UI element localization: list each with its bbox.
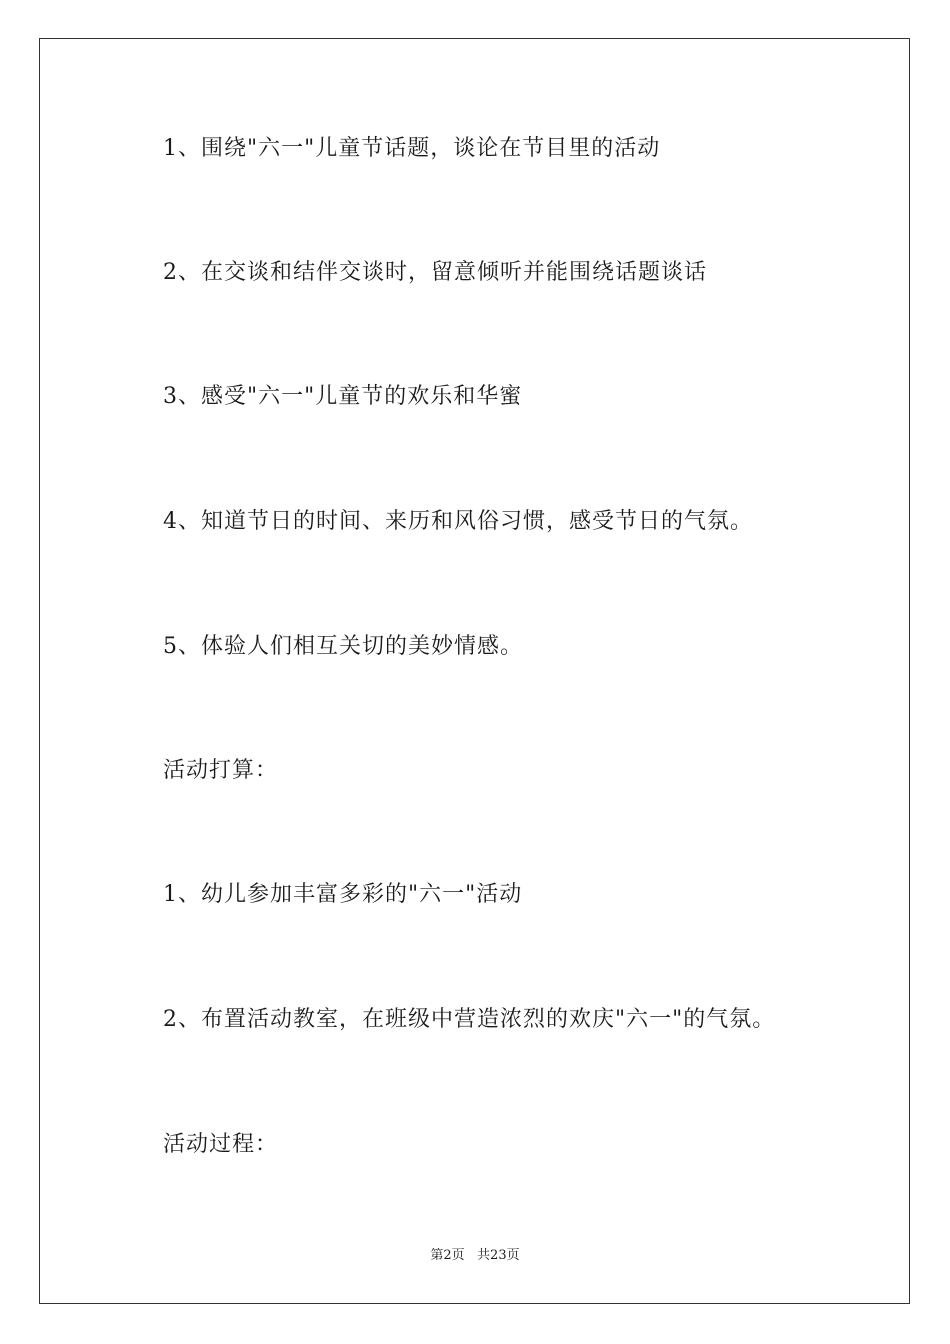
goal-item-1: 1、围绕"六一"儿童节话题，谈论在节目里的活动: [163, 136, 661, 161]
goal-item-4: 4、知道节日的时间、来历和风俗习惯，感受节日的气氛。: [163, 509, 753, 534]
section-heading-preparation: 活动打算：: [163, 758, 279, 783]
goal-item-3: 3、感受"六一"儿童节的欢乐和华蜜: [163, 384, 523, 409]
page-border: [39, 38, 910, 1304]
goal-item-5: 5、体验人们相互关切的美妙情感。: [163, 634, 523, 659]
preparation-item-2: 2、布置活动教室，在班级中营造浓烈的欢庆"六一"的气氛。: [163, 1007, 776, 1032]
preparation-item-1: 1、幼儿参加丰富多彩的"六一"活动: [163, 882, 523, 907]
page-number-footer: 第2页 共23页: [430, 1248, 520, 1263]
section-heading-process: 活动过程：: [163, 1132, 279, 1157]
goal-item-2: 2、在交谈和结伴交谈时，留意倾听并能围绕话题谈话: [163, 260, 707, 285]
